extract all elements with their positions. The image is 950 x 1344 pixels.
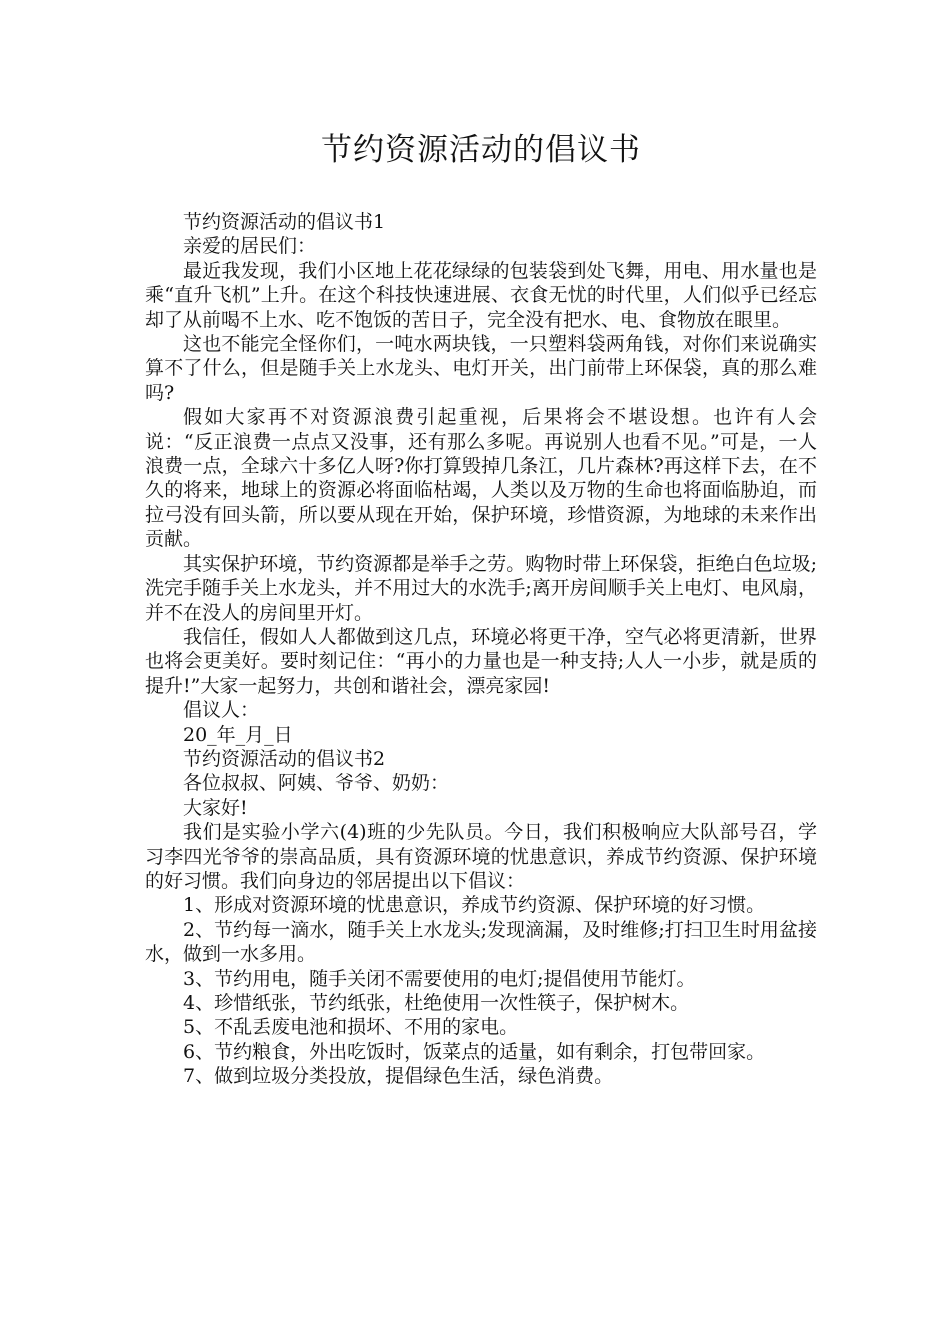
- paragraph: 大家好!: [183, 796, 248, 819]
- list-item: 1、形成对资源环境的忧患意识，养成节约资源、保护环境的好习惯。: [183, 894, 766, 917]
- document-page: [145, 128, 817, 1089]
- paragraph: 节约资源活动的倡议书1: [183, 211, 386, 233]
- document-body: [145, 210, 817, 1089]
- paragraph: 我信任，假如人人都做到这几点，环境必将更干净，空气必将更清新，世界也将会更美好。要时刻记住：“再小的力量也是一种支持;人人一小步，就是质的提升!”大家一起努力，共创和谐社会，漂亮家园!: [145, 625, 817, 697]
- paragraph: 其实保护环境，节约资源都是举手之劳。购物时带上环保袋，拒绝白色垃圾;洗完手随手关上水龙头，并不用过大的水洗手;离开房间顺手关上电灯、电风扇，并不在没人的房间里开灯。: [145, 552, 817, 624]
- list-item: 3、节约用电，随手关闭不需要使用的电灯;提倡使用节能灯。: [183, 967, 696, 990]
- paragraph: 最近我发现，我们小区地上花花绿绿的包装袋到处飞舞，用电、用水量也是乘“直升飞机”上升。在这个科技快速进展、衣食无忧的时代里，人们似乎已经忘却了从前喝不上水、吃不饱饭的苦日子，完全没有把水、电、食物放在眼里。: [145, 259, 817, 331]
- paragraph: 假如大家再不对资源浪费引起重视，后果将会不堪设想。也许有人会说：“反正浪费一点点又没事，还有那么多呢。再说别人也看不见。”可是，一人浪费一点，全球六十多亿人呀?你打算毁掉几条江，几片森林?再这样下去，在不久的将来，地球上的资源必将面临枯竭，人类以及万物的生命也将面临胁迫，而拉弓没有回头箭，所以要从现在开始，保护环境，珍惜资源，为地球的未来作出贡献。: [145, 406, 817, 551]
- list-item: 4、珍惜纸张，节约纸张，杜绝使用一次性筷子，保护树木。: [183, 992, 690, 1014]
- list-item: 6、节约粮食，外出吃饭时，饭菜点的适量，如有剩余，打包带回家。: [183, 1040, 766, 1063]
- paragraph: 节约资源活动的倡议书2: [183, 747, 386, 770]
- signature-label: 倡议人：: [183, 699, 260, 722]
- paragraph: 这也不能完全怪你们，一吨水两块钱，一只塑料袋两角钱，对你们来说确实算不了什么，但是随手关上水龙头、电灯开关，出门前带上环保袋，真的那么难吗?: [145, 333, 817, 404]
- paragraph: 亲爱的居民们：: [183, 235, 317, 258]
- date-line: 20_年_月_日: [183, 723, 293, 746]
- list-item: 2、节约每一滴水，随手关上水龙头;发现滴漏，及时维修;打扫卫生时用盆接水，做到一水多用。: [145, 918, 817, 966]
- document-title: 节约资源活动的倡议书: [321, 132, 641, 168]
- paragraph: 我们是实验小学六(4)班的少先队员。今日，我们积极响应大队部号召，学习李四光爷爷的崇高品质，具有资源环境的忧患意识，养成节约资源、保护环境的好习惯。我们向身边的邻居提出以下倡议：: [145, 821, 817, 892]
- list-item: 7、做到垃圾分类投放，提倡绿色生活，绿色消费。: [183, 1065, 614, 1088]
- paragraph: 各位叔叔、阿姨、爷爷、奶奶：: [183, 772, 450, 795]
- list-item: 5、不乱丢废电池和损坏、不用的家电。: [183, 1016, 519, 1039]
